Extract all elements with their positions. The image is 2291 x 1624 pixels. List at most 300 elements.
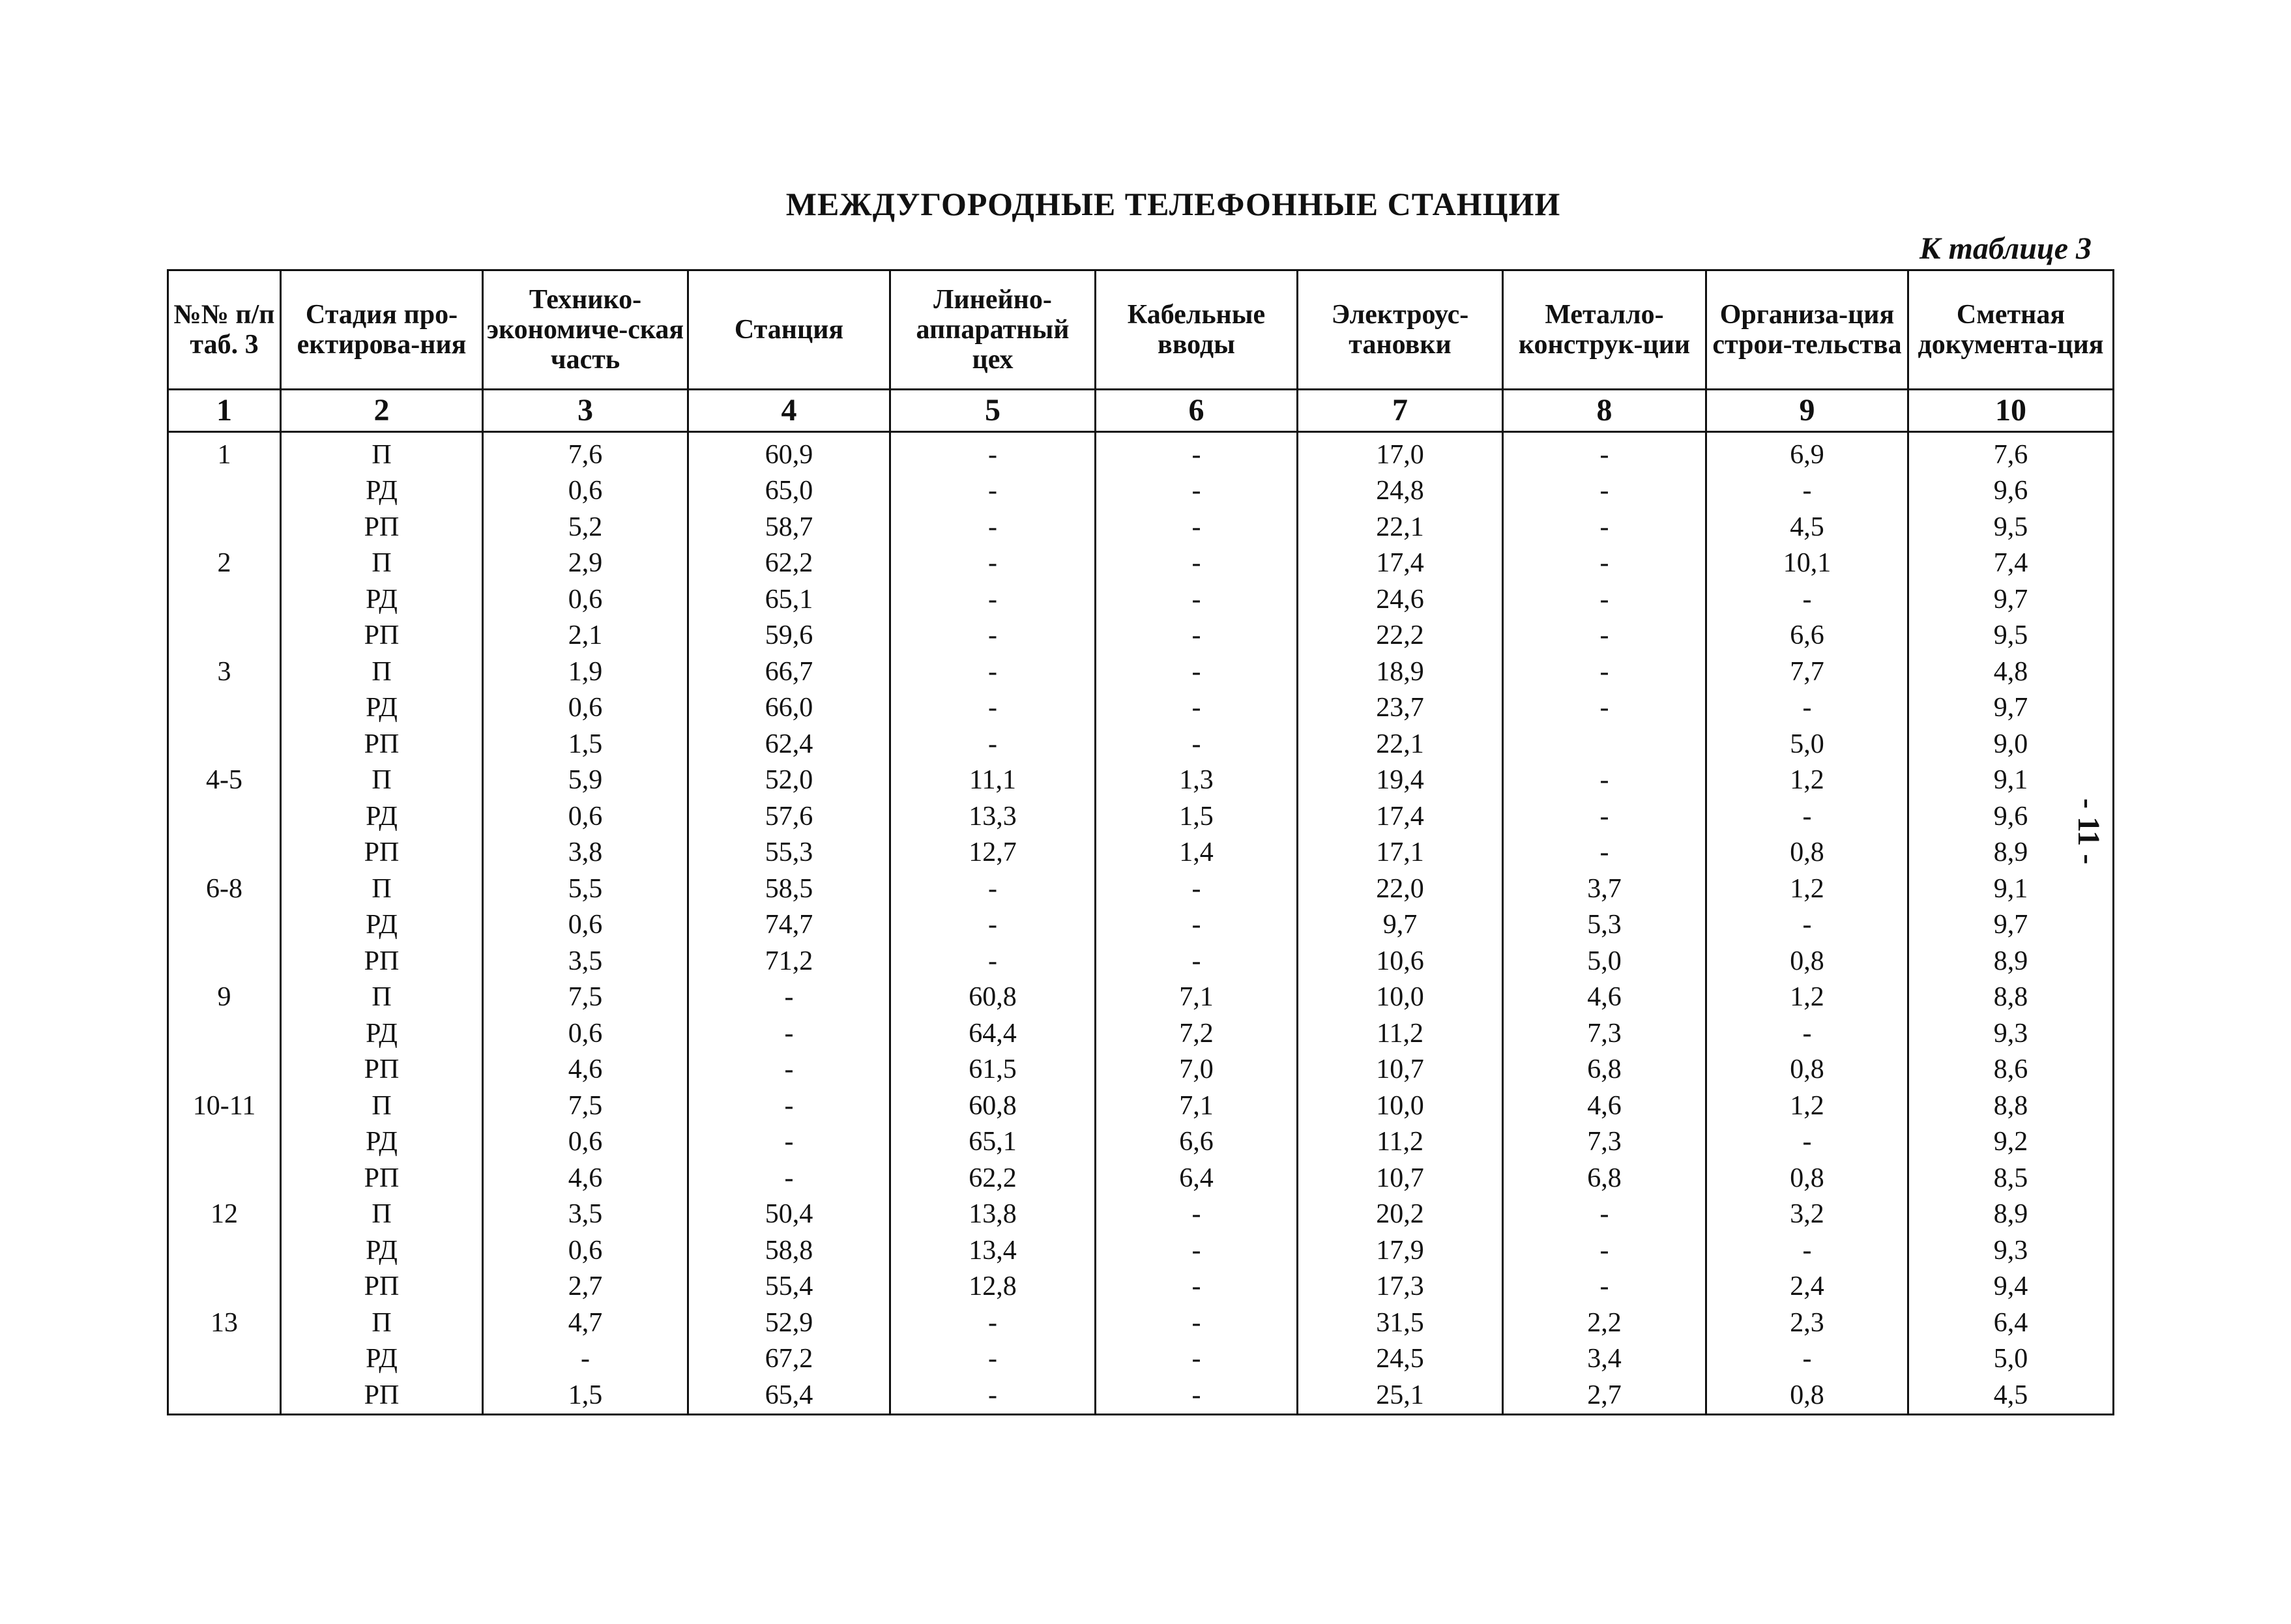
table-cell: П — [281, 1196, 483, 1233]
table-cell: РП — [281, 1269, 483, 1305]
table-cell — [168, 835, 281, 871]
table-cell: - — [688, 1160, 890, 1196]
table-cell: 24,5 — [1298, 1341, 1503, 1378]
column-header: №№ п/п таб. 3 — [168, 270, 281, 390]
table-row — [168, 979, 2114, 1016]
table-cell: 3,5 — [483, 943, 688, 979]
table-cell: П — [281, 979, 483, 1016]
table-cell: - — [890, 943, 1096, 979]
table-cell — [168, 1160, 281, 1196]
table-cell: П — [281, 654, 483, 690]
table-cell: 1,9 — [483, 654, 688, 690]
table-cell: 13 — [168, 1305, 281, 1341]
table-cell: 8,8 — [1908, 979, 2114, 1016]
table-cell: 4,6 — [483, 1160, 688, 1196]
table-cell: 24,8 — [1298, 473, 1503, 510]
table-cell: РД — [281, 581, 483, 618]
table-cell — [168, 943, 281, 979]
table-cell: РП — [281, 726, 483, 762]
table-cell: 9,2 — [1908, 1124, 2114, 1161]
table-cell: РП — [281, 835, 483, 871]
table-cell: РП — [281, 618, 483, 654]
table-cell: 2,1 — [483, 618, 688, 654]
table-cell: 1,5 — [483, 726, 688, 762]
table-row — [168, 1015, 2114, 1052]
table-cell: 1,5 — [1096, 798, 1298, 835]
table-cell: 3 — [168, 654, 281, 690]
table-cell: 12 — [168, 1196, 281, 1233]
table-cell: 0,6 — [483, 907, 688, 944]
table-cell: 9,1 — [1908, 871, 2114, 907]
table-cell: 59,6 — [688, 618, 890, 654]
table-cell: - — [1706, 798, 1908, 835]
table-row — [168, 581, 2114, 618]
table-cell — [168, 509, 281, 545]
table-cell: 10,6 — [1298, 943, 1503, 979]
table-cell: 6,8 — [1503, 1160, 1706, 1196]
table-cell: - — [1503, 835, 1706, 871]
table-cell: 0,6 — [483, 1124, 688, 1161]
table-row — [168, 762, 2114, 799]
table-cell: 0,6 — [483, 1232, 688, 1269]
table-cell: 8,9 — [1908, 1196, 2114, 1233]
column-number: 5 — [890, 390, 1096, 432]
table-cell: 8,6 — [1908, 1052, 2114, 1088]
table-cell: 9,3 — [1908, 1232, 2114, 1269]
table-cell: 55,4 — [688, 1269, 890, 1305]
table-cell: 7,3 — [1503, 1124, 1706, 1161]
table-cell: 20,2 — [1298, 1196, 1503, 1233]
table-cell: - — [890, 1377, 1096, 1414]
table-cell: 4,5 — [1706, 509, 1908, 545]
table-cell: - — [1503, 1232, 1706, 1269]
table-cell: 10,7 — [1298, 1160, 1503, 1196]
table-cell: 7,6 — [1908, 432, 2114, 473]
table-cell — [168, 798, 281, 835]
table-cell: 8,9 — [1908, 943, 2114, 979]
table-cell — [168, 581, 281, 618]
page-number: - 11 - — [2071, 798, 2106, 865]
table-cell: 17,4 — [1298, 798, 1503, 835]
table-cell: 13,4 — [890, 1232, 1096, 1269]
table-cell: - — [688, 1015, 890, 1052]
table-cell: 1,2 — [1706, 979, 1908, 1016]
data-table — [167, 269, 2114, 1415]
table-cell: - — [1706, 581, 1908, 618]
column-number: 8 — [1503, 390, 1706, 432]
column-number: 1 — [168, 390, 281, 432]
table-cell: 12,8 — [890, 1269, 1096, 1305]
table-cell: - — [1706, 907, 1908, 944]
table-cell: 6,8 — [1503, 1052, 1706, 1088]
table-cell: 10,7 — [1298, 1052, 1503, 1088]
table-cell: 17,1 — [1298, 835, 1503, 871]
table-cell: 66,0 — [688, 690, 890, 727]
table-cell: П — [281, 432, 483, 473]
table-cell: П — [281, 871, 483, 907]
table-cell: 9,6 — [1908, 473, 2114, 510]
table-cell: 0,6 — [483, 690, 688, 727]
table-cell: 9,6 — [1908, 798, 2114, 835]
table-cell: 13,3 — [890, 798, 1096, 835]
table-cell: 31,5 — [1298, 1305, 1503, 1341]
table-cell: П — [281, 545, 483, 582]
table-cell: 5,5 — [483, 871, 688, 907]
table-cell: - — [890, 581, 1096, 618]
table-cell: 62,4 — [688, 726, 890, 762]
table-cell: - — [1096, 1341, 1298, 1378]
table-cell: - — [1096, 943, 1298, 979]
table-cell: 9 — [168, 979, 281, 1016]
table-cell: 9,4 — [1908, 1269, 2114, 1305]
table-cell: 18,9 — [1298, 654, 1503, 690]
table-cell: 6,4 — [1908, 1305, 2114, 1341]
table-cell: - — [1096, 1196, 1298, 1233]
table-cell: 9,3 — [1908, 1015, 2114, 1052]
table-cell: 0,8 — [1706, 1377, 1908, 1414]
table-cell: 4,6 — [483, 1052, 688, 1088]
table-body — [168, 432, 2114, 1415]
table-cell: - — [1503, 690, 1706, 727]
table-cell: РД — [281, 1015, 483, 1052]
table-cell: - — [1096, 690, 1298, 727]
table-cell: 5,2 — [483, 509, 688, 545]
table-cell: 52,0 — [688, 762, 890, 799]
table-cell: 2 — [168, 545, 281, 582]
table-row — [168, 1052, 2114, 1088]
column-header: Организа-ция строи-тельства — [1706, 270, 1908, 390]
table-cell: 1,3 — [1096, 762, 1298, 799]
table-cell: РД — [281, 690, 483, 727]
table-cell: 66,7 — [688, 654, 890, 690]
table-cell: 64,4 — [890, 1015, 1096, 1052]
table-cell: 23,7 — [1298, 690, 1503, 727]
table-cell: 0,8 — [1706, 943, 1908, 979]
table-cell: - — [1096, 654, 1298, 690]
table-row — [168, 1305, 2114, 1341]
table-row — [168, 1088, 2114, 1124]
table-cell: 7,7 — [1706, 654, 1908, 690]
table-cell: 2,4 — [1706, 1269, 1908, 1305]
table-reference: К таблице 3 — [1919, 231, 2092, 266]
table-cell: 1,2 — [1706, 871, 1908, 907]
table-cell: - — [1096, 1377, 1298, 1414]
table-cell: - — [890, 545, 1096, 582]
table-cell: 0,6 — [483, 798, 688, 835]
table-row — [168, 1377, 2114, 1414]
table-cell: 60,8 — [890, 979, 1096, 1016]
table-row — [168, 618, 2114, 654]
table-cell: 6,6 — [1706, 618, 1908, 654]
table-row — [168, 907, 2114, 944]
table-cell: 6,9 — [1706, 432, 1908, 473]
column-header: Сметная документа-ция — [1908, 270, 2114, 390]
column-number: 4 — [688, 390, 890, 432]
table-row — [168, 545, 2114, 582]
table-cell: - — [1503, 509, 1706, 545]
table-cell: 22,1 — [1298, 726, 1503, 762]
table-cell: 1,4 — [1096, 835, 1298, 871]
table-row — [168, 1269, 2114, 1305]
table-cell: - — [1706, 473, 1908, 510]
table-cell: 22,0 — [1298, 871, 1503, 907]
table-row — [168, 1160, 2114, 1196]
table-cell: 5,0 — [1706, 726, 1908, 762]
table-row — [168, 509, 2114, 545]
column-header: Металло-конструк-ции — [1503, 270, 1706, 390]
table-cell: 0,8 — [1706, 835, 1908, 871]
table-row — [168, 654, 2114, 690]
table-cell: 4,7 — [483, 1305, 688, 1341]
table-cell: 6-8 — [168, 871, 281, 907]
table-cell: 25,1 — [1298, 1377, 1503, 1414]
column-number: 3 — [483, 390, 688, 432]
table-row — [168, 1196, 2114, 1233]
table-cell: 13,8 — [890, 1196, 1096, 1233]
table-cell: - — [688, 1124, 890, 1161]
table-cell: - — [1503, 432, 1706, 473]
column-header: Линейно-аппаратный цех — [890, 270, 1096, 390]
table-row — [168, 1124, 2114, 1161]
table-cell: РД — [281, 1341, 483, 1378]
page-title: МЕЖДУГОРОДНЫЕ ТЕЛЕФОННЫЕ СТАНЦИИ — [785, 186, 1561, 222]
column-header: Станция — [688, 270, 890, 390]
table-cell — [168, 1052, 281, 1088]
table-cell — [168, 1015, 281, 1052]
table-cell: 0,6 — [483, 1015, 688, 1052]
table-cell: 4-5 — [168, 762, 281, 799]
table-cell: 24,6 — [1298, 581, 1503, 618]
table-cell: - — [1503, 1196, 1706, 1233]
table-cell: 0,8 — [1706, 1160, 1908, 1196]
table-cell: 7,1 — [1096, 1088, 1298, 1124]
table-cell: 62,2 — [688, 545, 890, 582]
table-cell: 7,5 — [483, 979, 688, 1016]
table-cell — [168, 907, 281, 944]
table-cell: - — [688, 1088, 890, 1124]
table-cell: - — [1096, 1232, 1298, 1269]
table-cell: - — [890, 871, 1096, 907]
table-cell: - — [1096, 907, 1298, 944]
table-cell: 67,2 — [688, 1341, 890, 1378]
table-cell: - — [890, 690, 1096, 727]
table-cell: РД — [281, 473, 483, 510]
table-cell: - — [1096, 726, 1298, 762]
table-cell: - — [890, 654, 1096, 690]
table-cell: РП — [281, 509, 483, 545]
table-cell: 17,9 — [1298, 1232, 1503, 1269]
table-cell: 3,4 — [1503, 1341, 1706, 1378]
table-cell: 12,7 — [890, 835, 1096, 871]
table-row — [168, 835, 2114, 871]
table-cell: РД — [281, 907, 483, 944]
table-cell: 8,9 — [1908, 835, 2114, 871]
table-cell: 7,3 — [1503, 1015, 1706, 1052]
table-cell: 11,1 — [890, 762, 1096, 799]
table-cell: - — [483, 1341, 688, 1378]
header-row — [168, 270, 2114, 390]
table-cell: 5,0 — [1908, 1341, 2114, 1378]
table-cell: 1,2 — [1706, 762, 1908, 799]
table-cell: 0,6 — [483, 473, 688, 510]
table-cell: 65,0 — [688, 473, 890, 510]
table-cell: - — [1706, 1341, 1908, 1378]
table-cell: - — [890, 509, 1096, 545]
table-cell: 10,1 — [1706, 545, 1908, 582]
table-cell: - — [688, 1052, 890, 1088]
table-cell: РД — [281, 1124, 483, 1161]
table-cell: П — [281, 1088, 483, 1124]
column-header: Кабельные вводы — [1096, 270, 1298, 390]
table-cell: 58,8 — [688, 1232, 890, 1269]
table-row — [168, 1232, 2114, 1269]
table-cell: 9,7 — [1908, 690, 2114, 727]
table-cell: РП — [281, 943, 483, 979]
table-cell: 65,1 — [688, 581, 890, 618]
table-cell: 2,2 — [1503, 1305, 1706, 1341]
table-cell: 1,2 — [1706, 1088, 1908, 1124]
table-cell: 2,3 — [1706, 1305, 1908, 1341]
table-cell: 7,5 — [483, 1088, 688, 1124]
table-cell: 3,2 — [1706, 1196, 1908, 1233]
table-cell: - — [1096, 473, 1298, 510]
table-cell: 9,7 — [1908, 581, 2114, 618]
table-cell: - — [890, 726, 1096, 762]
table-cell — [168, 618, 281, 654]
table-cell: П — [281, 762, 483, 799]
table-cell — [168, 1341, 281, 1378]
table-cell: - — [1503, 581, 1706, 618]
table-cell: 17,3 — [1298, 1269, 1503, 1305]
table-row — [168, 943, 2114, 979]
table-cell: - — [1503, 545, 1706, 582]
table-cell: 9,7 — [1908, 907, 2114, 944]
table-cell: 7,1 — [1096, 979, 1298, 1016]
table-cell: - — [1706, 690, 1908, 727]
table-cell: - — [1503, 798, 1706, 835]
table-cell: 17,0 — [1298, 432, 1503, 473]
table-cell: 4,6 — [1503, 979, 1706, 1016]
column-number-row — [168, 390, 2114, 432]
table-cell: - — [890, 618, 1096, 654]
table-cell: 11,2 — [1298, 1015, 1503, 1052]
column-header: Технико-экономиче-ская часть — [483, 270, 688, 390]
table-cell: 58,5 — [688, 871, 890, 907]
table-cell: - — [890, 473, 1096, 510]
table-cell: 60,8 — [890, 1088, 1096, 1124]
table-cell — [168, 1377, 281, 1414]
table-cell — [1503, 726, 1706, 762]
column-number: 7 — [1298, 390, 1503, 432]
table-cell: - — [1503, 1269, 1706, 1305]
table-cell: - — [1096, 871, 1298, 907]
column-number: 6 — [1096, 390, 1298, 432]
table-cell: - — [688, 979, 890, 1016]
table-cell: - — [1706, 1232, 1908, 1269]
table-cell: - — [890, 1341, 1096, 1378]
table-cell: 7,4 — [1908, 545, 2114, 582]
table-cell: 50,4 — [688, 1196, 890, 1233]
table-cell: - — [1096, 1269, 1298, 1305]
table-cell: 9,0 — [1908, 726, 2114, 762]
table-cell: - — [1096, 545, 1298, 582]
table-cell: 3,8 — [483, 835, 688, 871]
table-cell: РП — [281, 1377, 483, 1414]
table-cell — [168, 473, 281, 510]
table-cell: 2,9 — [483, 545, 688, 582]
table-cell: 0,6 — [483, 581, 688, 618]
table-cell: - — [1096, 1305, 1298, 1341]
table-cell: 9,1 — [1908, 762, 2114, 799]
table-cell: 61,5 — [890, 1052, 1096, 1088]
table-cell: 7,2 — [1096, 1015, 1298, 1052]
table-cell — [168, 1124, 281, 1161]
table-cell: 1 — [168, 432, 281, 473]
table-cell: - — [1096, 509, 1298, 545]
column-number: 9 — [1706, 390, 1908, 432]
table-cell: 19,4 — [1298, 762, 1503, 799]
column-header: Электроус-тановки — [1298, 270, 1503, 390]
table-cell: 65,1 — [890, 1124, 1096, 1161]
table-row — [168, 432, 2114, 473]
table-cell: РД — [281, 1232, 483, 1269]
table-cell: - — [890, 432, 1096, 473]
table-cell: 22,2 — [1298, 618, 1503, 654]
table-cell: РП — [281, 1052, 483, 1088]
table-cell: 7,0 — [1096, 1052, 1298, 1088]
table-cell: П — [281, 1305, 483, 1341]
table-cell: 57,6 — [688, 798, 890, 835]
table-row — [168, 1341, 2114, 1378]
table-cell: 3,5 — [483, 1196, 688, 1233]
table-cell: 6,6 — [1096, 1124, 1298, 1161]
table-cell: 3,7 — [1503, 871, 1706, 907]
table-cell: 2,7 — [1503, 1377, 1706, 1414]
table-cell: 52,9 — [688, 1305, 890, 1341]
table-row — [168, 473, 2114, 510]
table-cell: 4,5 — [1908, 1377, 2114, 1414]
table-cell — [168, 690, 281, 727]
table-cell: - — [890, 907, 1096, 944]
table-cell: 60,9 — [688, 432, 890, 473]
table-cell: - — [1503, 762, 1706, 799]
table-row — [168, 798, 2114, 835]
table-cell — [168, 1232, 281, 1269]
table-cell: 8,8 — [1908, 1088, 2114, 1124]
table-cell: 5,3 — [1503, 907, 1706, 944]
table-cell: 10,0 — [1298, 1088, 1503, 1124]
column-number: 10 — [1908, 390, 2114, 432]
table-cell: - — [1706, 1015, 1908, 1052]
table-cell: 6,4 — [1096, 1160, 1298, 1196]
table-cell — [168, 726, 281, 762]
table-cell: - — [1096, 432, 1298, 473]
table-cell: 9,5 — [1908, 618, 2114, 654]
table-cell: - — [1503, 618, 1706, 654]
table-cell: 10-11 — [168, 1088, 281, 1124]
table-cell: 4,6 — [1503, 1088, 1706, 1124]
table-cell: 4,8 — [1908, 654, 2114, 690]
table-cell: 2,7 — [483, 1269, 688, 1305]
table-cell — [168, 1269, 281, 1305]
table-cell: 5,9 — [483, 762, 688, 799]
table-cell: 1,5 — [483, 1377, 688, 1414]
table-cell: 74,7 — [688, 907, 890, 944]
table-cell: РД — [281, 798, 483, 835]
table-cell: 9,7 — [1298, 907, 1503, 944]
table-cell: 8,5 — [1908, 1160, 2114, 1196]
table-cell: 58,7 — [688, 509, 890, 545]
